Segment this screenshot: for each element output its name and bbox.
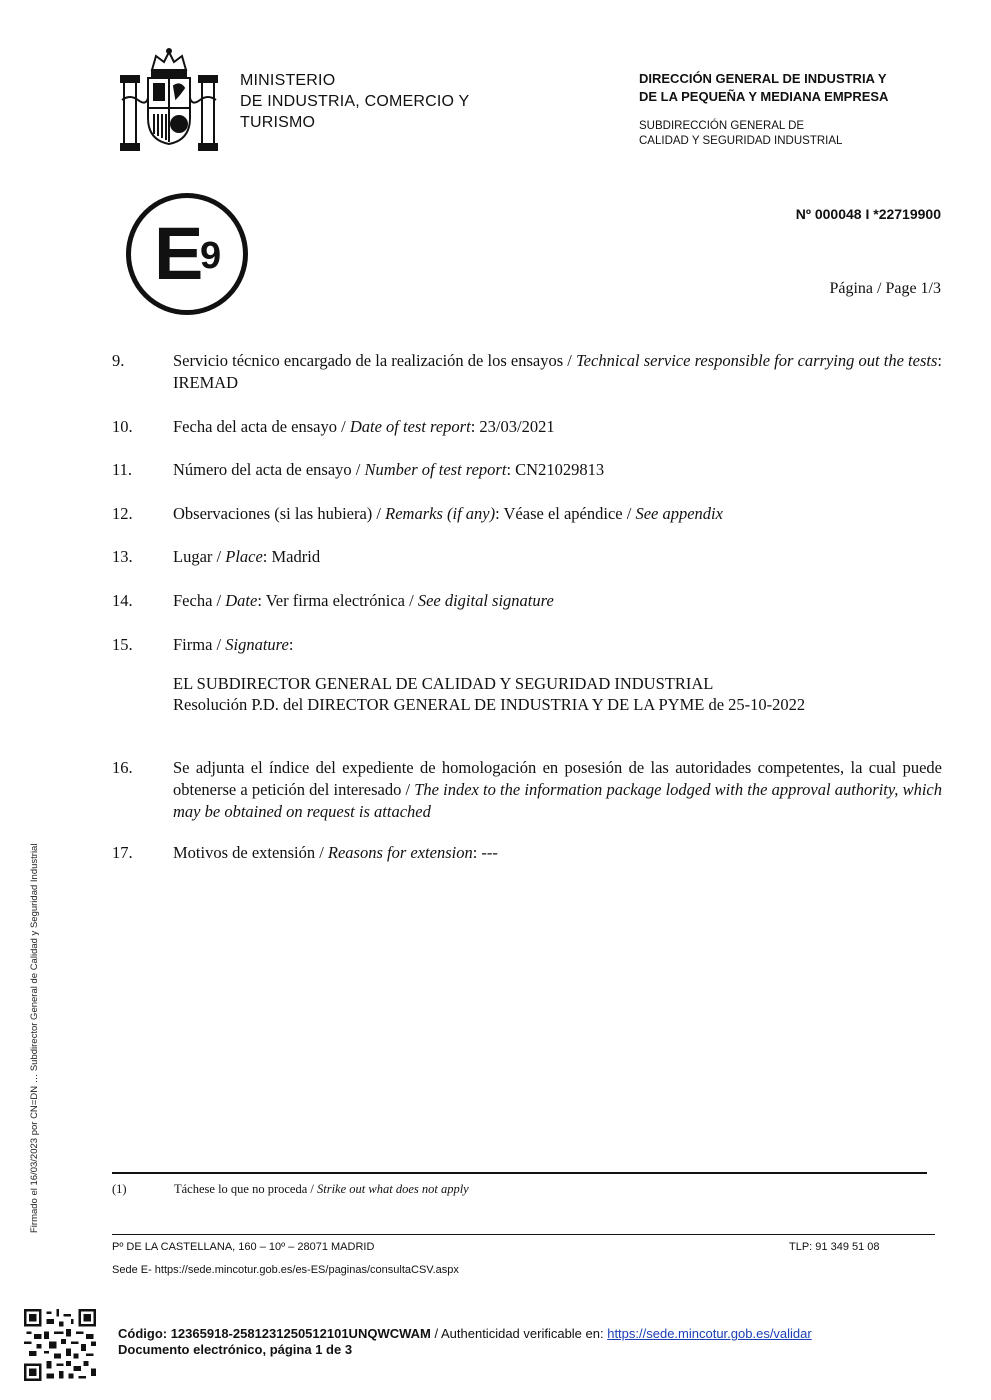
item-14 (112, 590, 942, 612)
item-text: Lugar / Place: Madrid (173, 547, 321, 566)
item-text: Fecha del acta de ensayo / Date of test report: 23/03/2021 (173, 417, 555, 436)
side-digital-signature: Firmado el 16/03/2023 por CN=DN … Subdirector General de Calidad y Seguridad Industrial (29, 843, 40, 1233)
sub-directorate (639, 119, 842, 149)
item-10 (112, 416, 942, 438)
approval-mark-letter: E (154, 212, 204, 295)
ministry-line: MINISTERIO (240, 72, 336, 89)
dg-line: DIRECCIÓN GENERAL DE INDUSTRIA Y (639, 71, 887, 86)
electronic-document-page: Documento electrónico, página 1 de 3 (118, 1342, 353, 1357)
sdg-line: SUBDIRECCIÓN GENERAL DE (639, 120, 805, 132)
item-16 (112, 757, 942, 823)
footer-address: Pº DE LA CASTELLANA, 160 – 10º – 28071 MADRID (112, 1241, 375, 1253)
signer-block (173, 673, 805, 715)
item-text: Motivos de extensión / Reasons for extension: --- (173, 843, 498, 862)
item-text: Observaciones (si las hubiera) / Remarks (if any): Véase el apéndice / See appendix (173, 504, 723, 523)
ministry-line: DE INDUSTRIA, COMERCIO Y (240, 93, 470, 110)
verification-link[interactable]: https://sede.mincotur.gob.es/validar (607, 1326, 812, 1341)
item-17 (112, 842, 942, 864)
footer-divider (112, 1234, 935, 1235)
signer-resolution: Resolución P.D. del DIRECTOR GENERAL DE INDUSTRIA Y DE LA PYME de 25-10-2022 (173, 695, 806, 714)
footer-sede-url: Sede E- https://sede.mincotur.gob.es/es-ES/paginas/consultaCSV.aspx (112, 1264, 459, 1276)
verification-code: Código: 12365918-2581231250512101UNQWCWAM / Authenticidad verificable en: https://sede.mincotur.gob.es/validar (118, 1326, 812, 1341)
page-indicator: Página / Page 1/3 (829, 280, 941, 297)
item-13 (112, 546, 942, 568)
footnote-text: Táchese lo que no proceda / Strike out what does not apply (174, 1182, 469, 1196)
item-text: Número del acta de ensayo / Number of test report: CN21029813 (173, 460, 605, 479)
item-number: 13. (112, 547, 133, 566)
item-text: Se adjunta el índice del expediente de homologación en posesión de las autoridades competentes, la cual puede obtenerse a petición del interesado / The index to the information package lodged with the approval authority, which may be obtained on request is attached (173, 758, 942, 821)
item-15 (112, 634, 942, 656)
footnote-divider (112, 1172, 927, 1174)
sdg-line: CALIDAD Y SEGURIDAD INDUSTRIAL (639, 135, 843, 147)
item-number: 14. (112, 591, 133, 610)
item-9 (112, 350, 942, 394)
item-number: 9. (112, 351, 125, 370)
approval-mark-e9 (126, 193, 248, 315)
item-number: 11. (112, 460, 133, 479)
item-text: Servicio técnico encargado de la realización de los ensayos / Technical service responsible for carrying out the tests: IREMAD (173, 351, 942, 392)
footer-phone: TLP: 91 349 51 08 (789, 1241, 880, 1253)
item-number: 15. (112, 635, 133, 654)
item-text: Firma / Signature: (173, 635, 294, 654)
document-number: Nº 000048 I *22719900 (795, 206, 941, 222)
footnote-number: (1) (112, 1182, 127, 1196)
item-11 (112, 459, 942, 481)
item-number: 16. (112, 758, 133, 777)
qr-code-icon (24, 1309, 96, 1381)
coat-of-arms-icon (118, 48, 220, 152)
ministry-line: TURISMO (240, 114, 316, 131)
signer-title: EL SUBDIRECTOR GENERAL DE CALIDAD Y SEGURIDAD INDUSTRIAL (173, 674, 714, 693)
item-text: Fecha / Date: Ver firma electrónica / See digital signature (173, 591, 554, 610)
item-number: 17. (112, 843, 133, 862)
approval-mark-number: 9 (200, 235, 222, 277)
item-number: 10. (112, 417, 133, 436)
dg-line: DE LA PEQUEÑA Y MEDIANA EMPRESA (639, 89, 889, 104)
directorate-general (639, 70, 888, 106)
item-number: 12. (112, 504, 133, 523)
ministry-name (240, 70, 469, 133)
item-12 (112, 503, 942, 525)
